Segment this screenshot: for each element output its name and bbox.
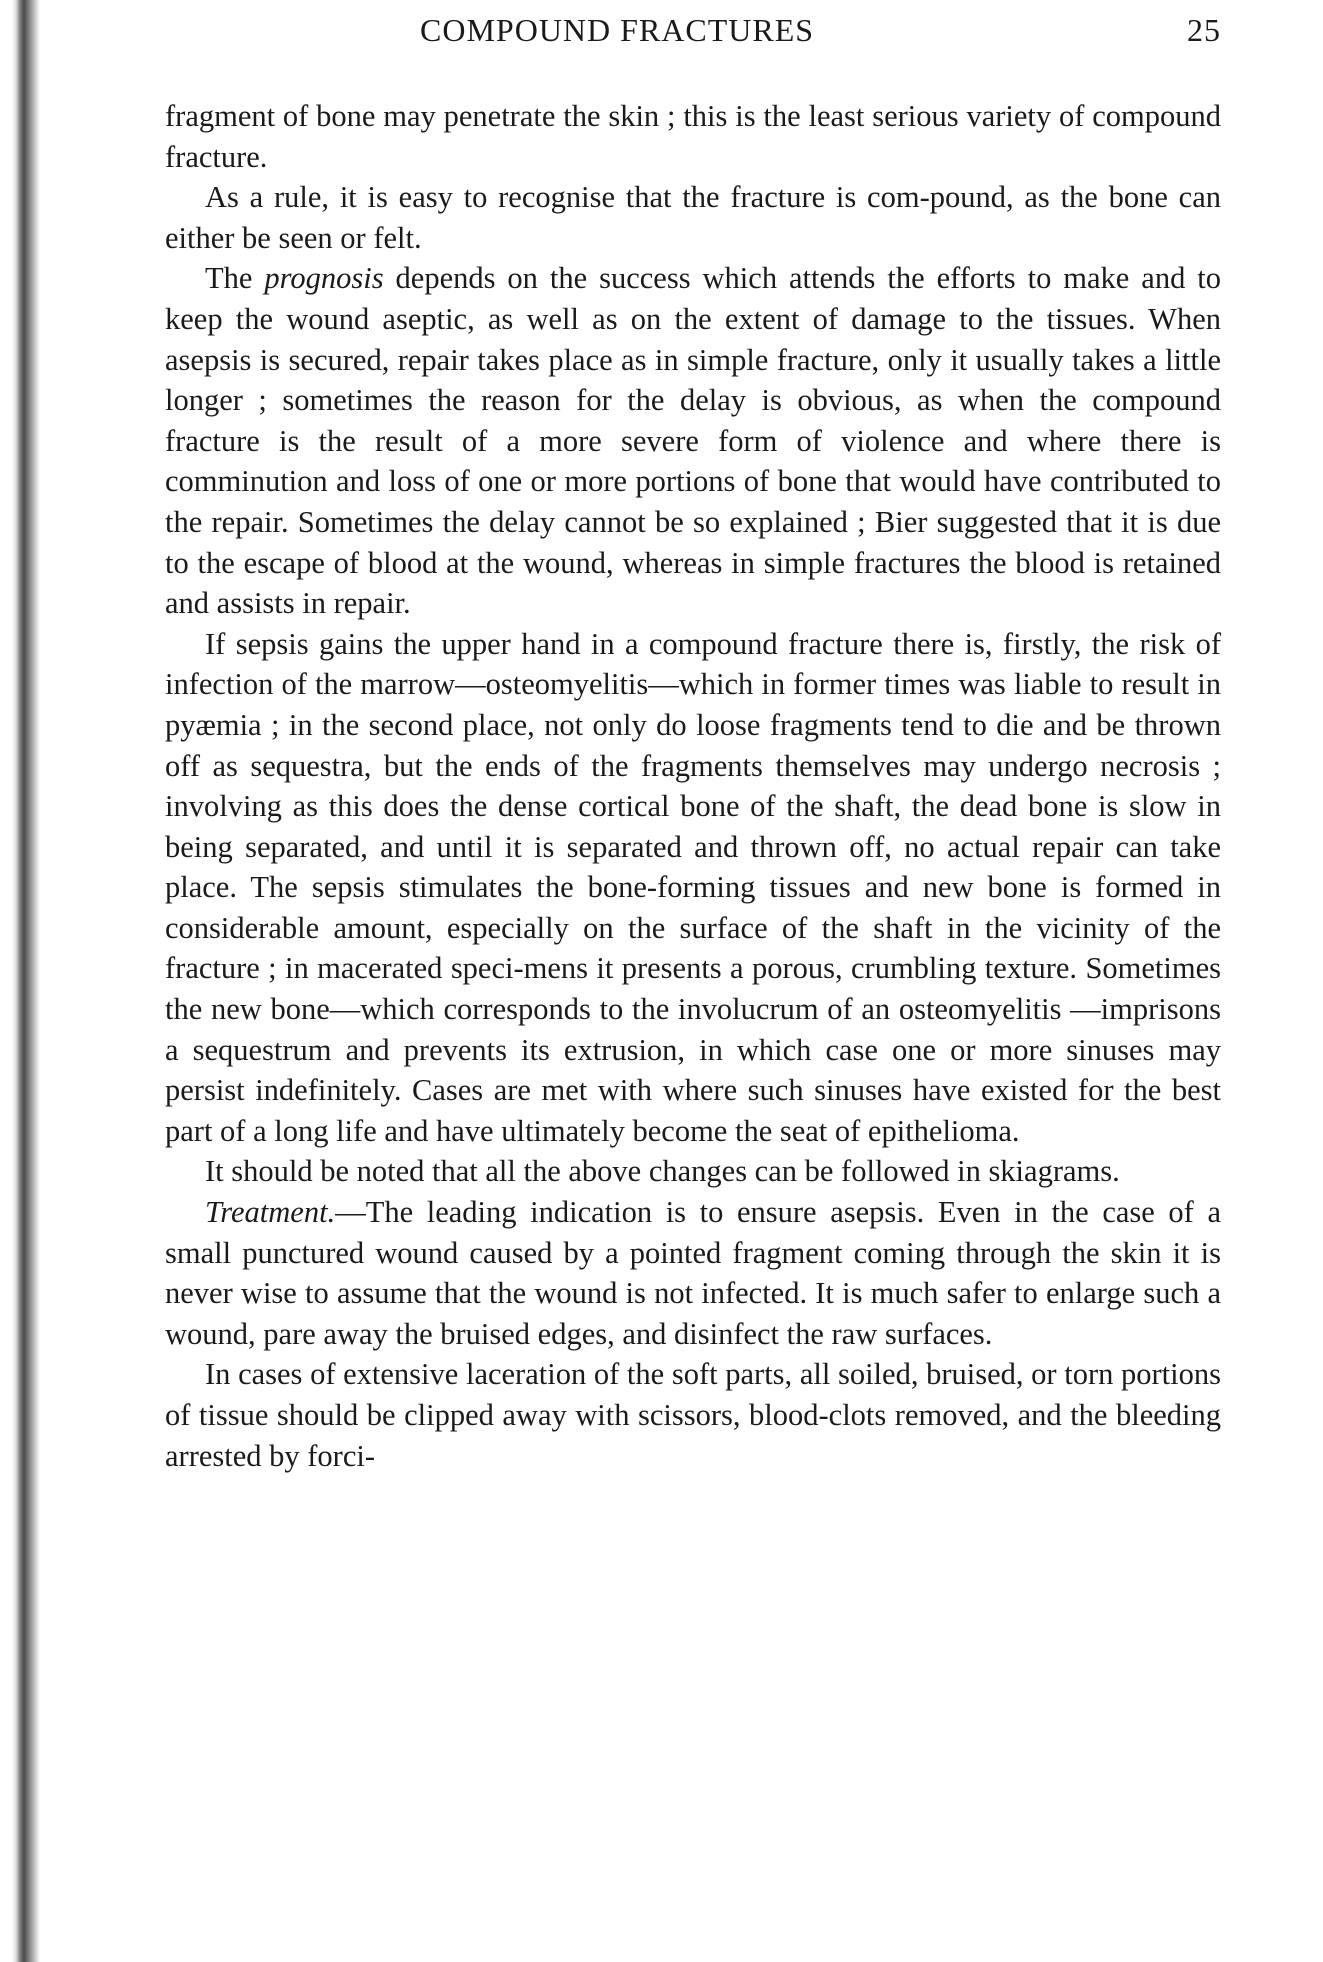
paragraph bbox=[165, 1151, 1221, 1192]
paragraph-text: fragment of bone may penetrate the skin ; this is the least serious variety of compound fracture. bbox=[165, 99, 1221, 174]
italic-term: prognosis bbox=[264, 261, 384, 296]
paragraph-text: As a rule, it is easy to recognise that the fracture is com-pound, as the bone can either be seen or felt. bbox=[165, 180, 1221, 255]
paragraph bbox=[165, 624, 1221, 1152]
paragraph bbox=[165, 258, 1221, 623]
paragraph-text: It should be noted that all the above changes can be followed in skiagrams. bbox=[205, 1154, 1120, 1189]
paragraph bbox=[165, 1192, 1221, 1354]
paragraph-lead: The bbox=[205, 261, 265, 296]
paragraph bbox=[165, 96, 1221, 177]
paragraph bbox=[165, 1354, 1221, 1476]
page-number: 25 bbox=[1187, 12, 1221, 48]
paragraph bbox=[165, 177, 1221, 258]
paragraph-text: In cases of extensive laceration of the soft parts, all soiled, bruised, or torn portions of tissue should be clipped away with scissors, blood-clots removed, and the bleeding arrested by forci- bbox=[165, 1357, 1221, 1473]
running-title: COMPOUND FRACTURES bbox=[420, 12, 815, 48]
page-header bbox=[165, 6, 1221, 54]
paragraph-text: depends on the success which attends the efforts to make and to keep the wound aseptic, as well as on the extent of damage to the tissues. When asepsis is secured, repair takes place as in simple fracture, only it usually takes a little longer ; sometimes the reason for the delay is obvious, as when the compound fracture is the result of a more severe form of violence and where there is comminution and loss of one or more portions of bone that would have contributed to the repair. Sometimes the delay cannot be so explained ; Bier suggested that it is due to the escape of blood at the wound, whereas in simple fractures the blood is retained and assists in repair. bbox=[165, 261, 1221, 621]
paragraph-text: If sepsis gains the upper hand in a compound fracture there is, firstly, the risk of infection of the marrow—osteomyelitis—which in former times was liable to result in pyæmia ; in the second place, not only do loose fragments tend to die and be thrown off as sequestra, but the ends of the fragments themselves may undergo necrosis ; involving as this does the dense cortical bone of the shaft, the dead bone is slow in being separated, and until it is separated and thrown off, no actual repair can take place. The sepsis stimulates the bone-forming tissues and new bone is formed in considerable amount, especially on the surface of the shaft in the vicinity of the fracture ; in macerated speci-mens it presents a porous, crumbling texture. Sometimes the new bone—which corresponds to the involucrum of an osteomyelitis —imprisons a sequestrum and prevents its extrusion, in which case one or more sinuses may persist indefinitely. Cases are met with where such sinuses have existed for the best part of a long life and have ultimately become the seat of epithelioma. bbox=[165, 626, 1221, 1148]
paragraph-text: —The leading indication is to ensure asepsis. Even in the case of a small punctured wound caused by a pointed fragment coming through the skin it is never wise to assume that the wound is not infected. It is much safer to enlarge such a wound, pare away the bruised edges, and disinfect the raw surfaces. bbox=[165, 1195, 1221, 1351]
body-text bbox=[165, 96, 1221, 1476]
binding-gutter bbox=[0, 0, 40, 1962]
italic-heading: Treatment. bbox=[205, 1195, 336, 1230]
